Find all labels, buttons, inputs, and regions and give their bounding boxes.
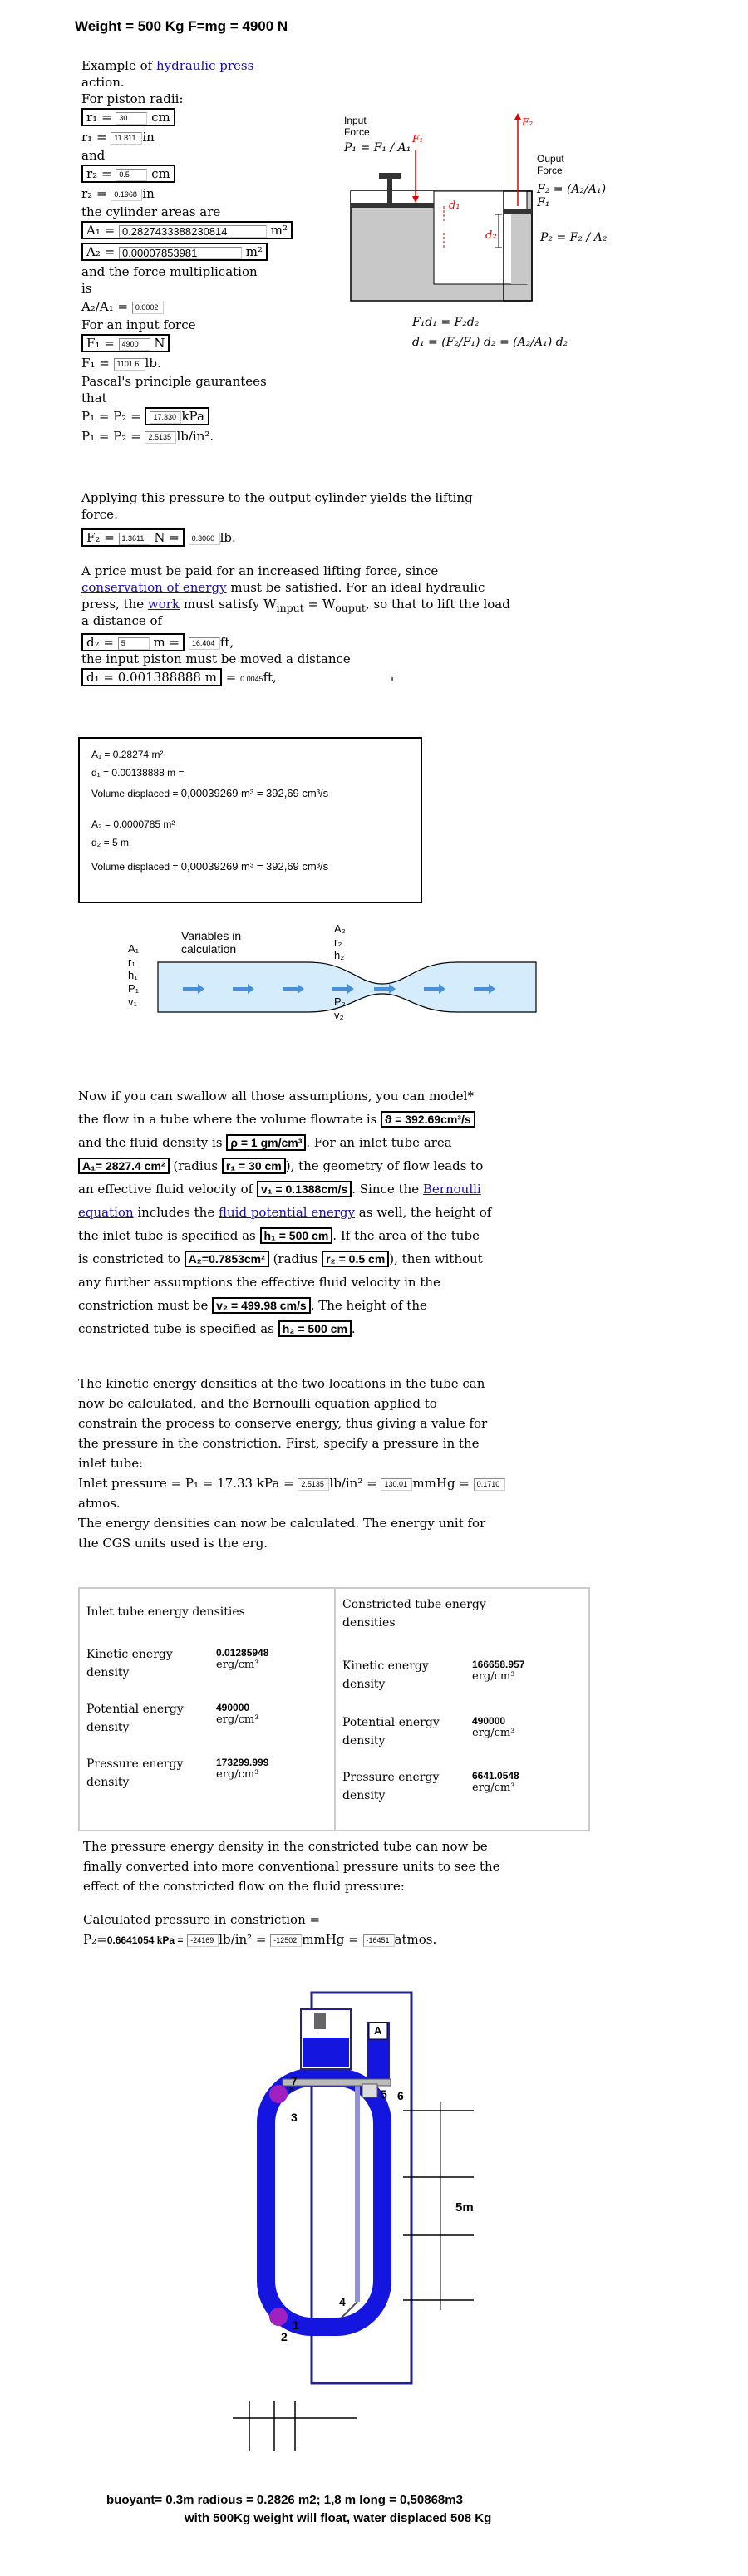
f2-output: 1.3611: [119, 533, 150, 545]
machine-label-5: 5: [381, 2087, 387, 2101]
input-force-label: For an input force: [81, 317, 196, 332]
f2-equation: F₂ = (A₂/A₁) F₁: [537, 183, 607, 209]
d1-ft-output: 0.0045: [240, 675, 263, 683]
constriction-atm-output: -16451: [363, 1934, 395, 1947]
pressure-kpa-output: 17.330: [150, 411, 181, 424]
lift-line-2: force:: [81, 507, 119, 522]
d1-equation: d₁ = (F₂/F₁) d₂ = (A₂/A₁) d₂: [412, 336, 568, 349]
pressure-kpa-box: 17.330 kPa: [145, 407, 209, 425]
machine-diagram: [233, 1986, 515, 2468]
mult-label-2: is: [81, 281, 92, 296]
buoyancy-line-1: buoyant= 0.3m radious = 0.2826 m2; 1,8 m long = 0,50868m3: [106, 2493, 463, 2507]
constricted-kinetic-row: Kinetic energy density 166658.957 erg/cm³: [342, 1657, 467, 1694]
price-line-1: A price must be paid for an increased lifting force, since: [81, 563, 439, 578]
kinetic-line-4: the pressure in the constriction. First, specify a pressure in the: [78, 1436, 480, 1451]
f2-lb-output: 0.3060: [189, 533, 220, 545]
kinetic-line-8: The energy densities can now be calculated. The energy unit for: [78, 1516, 486, 1531]
machine-svg: [233, 1986, 515, 2468]
r2-row: [81, 165, 175, 183]
intro-line: Example of hydraulic press: [81, 58, 254, 73]
final-line-3: effect of the constricted flow on the fluid pressure:: [83, 1879, 405, 1894]
r2-value: r₂ = 0.5 cm: [322, 1251, 389, 1267]
a2-row: [81, 243, 268, 261]
a1-value: A₁= 2827.4 cm²: [78, 1158, 170, 1174]
final-line-1: The pressure energy density in the constricted tube can now be: [83, 1839, 488, 1854]
d2-input[interactable]: 5: [118, 637, 150, 650]
inlet-potential-row: Potential energy density 490000 erg/cm³: [86, 1700, 211, 1737]
work-link[interactable]: work: [147, 597, 180, 612]
intro-line-2: action.: [81, 75, 125, 90]
ratio-row: A₂/A₁ = 0.0002: [81, 299, 164, 314]
output-force-label: Ouput Force: [537, 153, 564, 176]
kinetic-section: [78, 1374, 593, 1553]
work-equation: F₁d₁ = F₂d₂: [412, 316, 480, 329]
f1-box: F₁ = 4900 N: [81, 334, 170, 352]
d2-box: d₂ = 5 m =: [81, 633, 185, 651]
d1-row: d₁ = 0.001388888 m = 0.0045ft,: [81, 668, 277, 686]
volume-displaced-1: Volume displaced = 0,00039269 m³ = 392,69 cm³/s: [91, 787, 329, 799]
f1-arrow-label: F₁: [412, 133, 424, 145]
machine-label-1: 1: [293, 2318, 299, 2332]
page-title: Weight = 500 Kg F=mg = 4900 N: [75, 18, 288, 34]
inlet-psi-output: 2.5135: [298, 1478, 329, 1491]
pascal-label: Pascal's principle gaurantees: [81, 374, 267, 389]
areas-label: the cylinder areas are: [81, 204, 221, 219]
bernoulli-line-6: equation includes the fluid potential energy as well, the height of: [78, 1205, 492, 1220]
kinetic-line-1: The kinetic energy densities at the two locations in the tube can: [78, 1376, 485, 1391]
pressure-psi-output: 2.5135: [145, 431, 176, 444]
venturi-diagram: [125, 914, 549, 1039]
constricted-pressure-energy-value: 6641.0548: [472, 1770, 519, 1782]
f2-box: F₂ = 1.3611 N =: [81, 528, 185, 547]
bernoulli-line-1: Now if you can swallow all those assumptions, you can model*: [78, 1089, 474, 1104]
tank-a-label: A: [374, 2024, 382, 2037]
pressure-kpa-row: P₁ = P₂ = 17.330 kPa: [81, 407, 209, 425]
constricted-table-title: Constricted tube energy densities: [342, 1598, 486, 1630]
venturi-title: Variables in calculation: [181, 929, 242, 956]
r2-input[interactable]: 0.5: [116, 169, 147, 181]
p2-equation: P₂ = F₂ / A₂: [540, 231, 608, 244]
v2-value: v₂ = 499.98 cm/s: [212, 1297, 311, 1314]
constricted-potential-row: Potential energy density 490000 erg/cm³: [342, 1713, 467, 1750]
bernoulli-line-10: constriction must be v₂ = 499.98 cm/s . The height of the: [78, 1298, 427, 1313]
d2-label: d₂: [485, 229, 497, 242]
inlet-mmhg-output: 130.01: [381, 1478, 412, 1491]
bernoulli-line-5: an effective fluid velocity of v₁ = 0.1388cm/s . Since the Bernoulli: [78, 1182, 481, 1197]
constriction-psi-output: -24169: [187, 1934, 219, 1947]
venturi-left-vars: A₁ r₁ h₁ P₁ v₁: [128, 942, 140, 1008]
buoyancy-line-2: with 500Kg weight will float, water displaced 508 Kg: [185, 2511, 492, 2525]
constricted-potential-value: 490000: [472, 1715, 506, 1727]
r1-in-row: r₁ = 11.811 in: [81, 130, 155, 145]
r1-row: [81, 108, 175, 126]
density-value: ρ = 1 gm/cm³: [226, 1134, 306, 1151]
kinetic-line-3: constrain the process to conserve energy, thus giving a value for: [78, 1416, 488, 1431]
machine-label-7: 7: [291, 2074, 298, 2087]
final-section: [83, 1836, 598, 1950]
bernoulli-line-8: is constricted to A₂=0.7853cm² (radius r₂ = 0.5 cm ), then without: [78, 1251, 483, 1266]
volume-a2: A₂ = 0.0000785 m²: [91, 819, 175, 830]
inlet-pressure-row: Inlet pressure = P₁ = 17.33 kPa = 2.5135 lb/in² = 130.01 mmHg = 0.1710: [78, 1473, 593, 1493]
machine-label-8: 8: [289, 2086, 294, 2095]
inlet-potential-value: 490000: [216, 1702, 250, 1713]
d2-ft-output: 16.404: [189, 637, 220, 650]
r1-box: r₁ = 30 cm: [81, 108, 175, 126]
h1-value: h₁ = 500 cm: [260, 1227, 333, 1244]
p1-equation: P₁ = F₁ / A₁: [344, 141, 411, 155]
f1-input[interactable]: 4900: [119, 338, 150, 351]
hydraulic-diagram: [341, 100, 615, 349]
d1-label: d₁: [449, 199, 460, 212]
r2-in-row: r₂ = 0.1968 in: [81, 186, 155, 201]
bernoulli-line-7: the inlet tube is specified as h₁ = 500 cm . If the area of the tube: [78, 1228, 480, 1243]
r1-input[interactable]: 30: [116, 112, 147, 125]
price-line-2: conservation of energy must be satisfied. For an ideal hydraulic: [81, 580, 485, 595]
inlet-kinetic-value: 0.01285948: [216, 1647, 269, 1659]
kinetic-line-7: atmos.: [78, 1496, 121, 1511]
kinetic-line-9: the CGS units used is the erg.: [78, 1536, 268, 1551]
a2-output: 0.00007853981: [119, 247, 242, 259]
conservation-of-energy-link[interactable]: conservation of energy: [81, 580, 227, 595]
bernoulli-section: [78, 1084, 593, 1340]
inlet-pressure-energy-row: Pressure energy density 173299.999 erg/cm³: [86, 1755, 211, 1792]
f1-lb-row: F₁ = 1101.6 lb.: [81, 356, 161, 371]
input-move-label: the input piston must be moved a distance: [81, 651, 351, 666]
kinetic-line-5: inlet tube:: [78, 1456, 144, 1471]
energy-table: [78, 1587, 590, 1831]
price-line-4: a distance of: [81, 613, 163, 628]
hydraulic-diagram-svg: [341, 100, 615, 349]
venturi-bottom-vars: P₂ v₂: [334, 995, 346, 1021]
machine-label-4: 4: [339, 2295, 346, 2308]
f2-row: F₂ = 1.3611 N = 0.3060 lb.: [81, 528, 236, 547]
flowrate-value: ϑ = 392.69cm³/s: [381, 1111, 475, 1128]
constriction-mmhg-output: -12502: [270, 1934, 302, 1947]
a2-box: A₂ = 0.00007853981 m²: [81, 243, 268, 261]
volume-a1: A₁ = 0.28274 m²: [91, 749, 164, 760]
inlet-table-title: Inlet tube energy densities: [86, 1605, 245, 1619]
d2-row: d₂ = 5 m = 16.404 ft,: [81, 633, 234, 651]
machine-label-3: 3: [291, 2111, 298, 2124]
final-line-4: Calculated pressure in constriction =: [83, 1912, 321, 1927]
constriction-kpa: 0.6641054 kPa =: [106, 1934, 184, 1946]
ratio-output: 0.0002: [132, 302, 164, 314]
volume-d1: d₁ = 0.00138888 m =: [91, 767, 185, 779]
inlet-kinetic-row: Kinetic energy density 0.01285948 erg/cm³: [86, 1645, 211, 1682]
a1-row: [81, 221, 293, 239]
f1-row: [81, 334, 170, 352]
volume-d2: d₂ = 5 m: [91, 837, 130, 848]
constriction-pressure-row: P₂=0.6641054 kPa = -24169 lb/in² = -12502 mmHg = -16451 atmos.: [83, 1932, 437, 1947]
r2-box: r₂ = 0.5 cm: [81, 165, 175, 183]
d1-box: d₁ = 0.001388888 m: [81, 668, 222, 686]
venturi-top-vars: A₂ r₂ h₂: [334, 922, 346, 961]
v1-value: v₁ = 0.1388cm/s: [257, 1181, 352, 1197]
r1-value: r₁ = 30 cm: [222, 1158, 286, 1174]
height-label: 5m: [455, 2200, 474, 2215]
lift-line-1: Applying this pressure to the output cylinder yields the lifting: [81, 490, 473, 505]
fluid-potential-energy-link[interactable]: fluid potential energy: [218, 1205, 356, 1220]
tick-mark: ': [391, 675, 395, 690]
machine-label-2: 2: [281, 2330, 288, 2343]
constricted-kinetic-value: 166658.957: [472, 1659, 525, 1670]
volume-box: [78, 737, 422, 903]
price-line-3: press, the work must satisfy $W_{input} = W_{ouput}$, so that to lift the load: [81, 597, 510, 614]
bernoulli-line-11: constricted tube is specified as h₂ = 500 cm .: [78, 1321, 356, 1336]
bernoulli-link[interactable]: Bernoulli: [422, 1182, 481, 1197]
machine-label-6: 6: [397, 2089, 404, 2102]
final-line-2: finally converted into more conventional pressure units to see the: [83, 1859, 500, 1874]
pressure-psi-row: P₁ = P₂ = 2.5135 lb/in².: [81, 429, 214, 444]
f2-arrow-label: F₂: [522, 116, 534, 128]
constricted-pressure-energy-row: Pressure energy density 6641.0548 erg/cm³: [342, 1768, 467, 1805]
r1-in-output: 11.811: [111, 132, 142, 145]
hydraulic-press-link[interactable]: hydraulic press: [155, 58, 254, 73]
input-force-label: Input Force: [344, 115, 370, 138]
bernoulli-line-3: and the fluid density is ρ = 1 gm/cm³ . For an inlet tube area: [78, 1135, 452, 1150]
a1-box: A₁ = 0.2827433388230814 m²: [81, 221, 293, 239]
h2-value: h₂ = 500 cm: [278, 1320, 352, 1337]
a1-output: 0.2827433388230814: [119, 225, 267, 238]
inlet-atm-output: 0.1710: [474, 1478, 505, 1491]
pascal-label-2: that: [81, 391, 107, 406]
inlet-pressure-energy-value: 173299.999: [216, 1757, 269, 1768]
radii-label: For piston radii:: [81, 91, 184, 106]
r2-in-output: 0.1968: [111, 189, 142, 201]
mult-label: and the force multiplication: [81, 264, 258, 279]
bernoulli-line-2: the flow in a tube where the volume flowrate is ϑ = 392.69cm³/s: [78, 1108, 593, 1131]
bernoulli-line-9: any further assumptions the effective fluid velocity in the: [78, 1275, 440, 1290]
and-label: and: [81, 148, 106, 163]
bernoulli-line-4: A₁= 2827.4 cm² (radius r₁ = 30 cm ), the geometry of flow leads to: [78, 1154, 593, 1177]
f1-lb-output: 1101.6: [114, 358, 145, 371]
volume-displaced-2: Volume displaced = 0,00039269 m³ = 392,69 cm³/s: [91, 860, 329, 873]
a2-value: A₂=0.7853cm²: [185, 1251, 269, 1267]
kinetic-line-2: now be calculated, and the Bernoulli equation applied to: [78, 1396, 437, 1411]
equation-link[interactable]: equation: [78, 1205, 134, 1220]
